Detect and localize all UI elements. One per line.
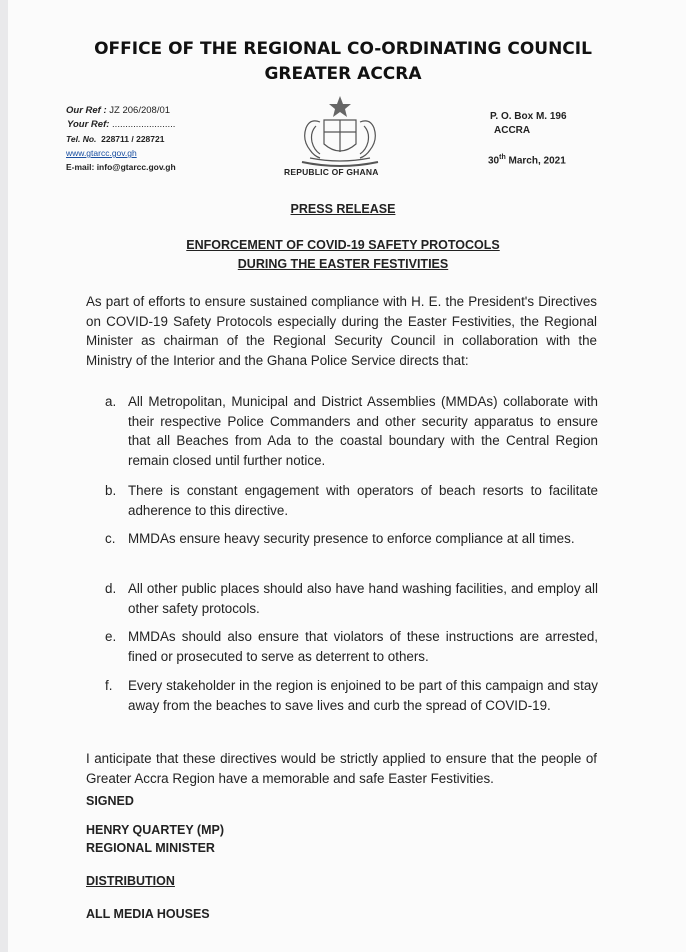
signatory-name: HENRY QUARTEY (MP) <box>86 823 224 837</box>
email-address[interactable]: E-mail: info@gtarcc.gov.gh <box>66 162 176 172</box>
release-title-line1: ENFORCEMENT OF COVID-19 SAFETY PROTOCOLS <box>186 238 500 252</box>
directive-letter: b. <box>105 483 117 498</box>
directive-text: MMDAs ensure heavy security presence to enforce compliance at all times. <box>128 531 575 546</box>
republic-caption: REPUBLIC OF GHANA <box>284 167 379 177</box>
distribution-heading: DISTRIBUTION <box>86 874 175 888</box>
address-block <box>490 110 567 138</box>
press-release-heading: PRESS RELEASE <box>290 202 396 216</box>
address-city: ACCRA <box>494 125 531 136</box>
our-ref-value: JZ 206/208/01 <box>109 105 171 116</box>
your-ref-label: Your Ref: <box>67 119 110 130</box>
directive-letter: f. <box>105 678 113 693</box>
tel-label: Tel. No. <box>66 134 97 144</box>
signed-label: SIGNED <box>86 794 134 808</box>
intro-paragraph: As part of efforts to ensure sustained compliance with H. E. the President's Directives on COVID-19 Safety Protocols especially during the Easter Festivities, the Regional Minister as chairman of the Regional Security Council in collaboration with the Ministry of the Interior and the Ghana Police Service directs that: <box>86 294 597 368</box>
directive-text: Every stakeholder in the region is enjoined to be part of this campaign and stay away from the beaches to save lives and curb the spread of COVID-19. <box>128 678 598 713</box>
closing-paragraph: I anticipate that these directives would be strictly applied to ensure that the people of Greater Accra Region have a memorable and safe Easter Festivities. <box>86 751 597 786</box>
ghana-coat-of-arms-icon <box>280 92 400 172</box>
your-ref-value: ........................ <box>112 119 176 130</box>
directive-letter: a. <box>105 394 117 409</box>
distribution-list: ALL MEDIA HOUSES <box>86 907 210 921</box>
tel-value: 228711 / 228721 <box>101 134 165 144</box>
directive-text: All other public places should also have hand washing facilities, and employ all other safety protocols. <box>128 581 598 616</box>
directive-text: All Metropolitan, Municipal and District Assemblies (MMDAs) collaborate with their respective Police Commanders and other security apparatus to ensure that all Beaches from Ada to the coastal boundary with the Central Region remain closed until further notice. <box>128 394 598 468</box>
directive-text: There is constant engagement with operators of beach resorts to facilitate adherence to this directive. <box>128 483 598 518</box>
reference-block <box>66 104 176 174</box>
signatory-title: REGIONAL MINISTER <box>86 841 215 855</box>
office-title: OFFICE OF THE REGIONAL CO-ORDINATING COUNCIL <box>94 39 592 59</box>
our-ref-label: Our Ref : <box>66 105 107 116</box>
release-title-line2: DURING THE EASTER FESTIVITIES <box>237 257 449 271</box>
po-box: P. O. Box M. 196 <box>490 111 567 122</box>
directive-letter: c. <box>105 531 116 546</box>
document-date: 30th March, 2021 <box>488 154 566 167</box>
directive-letter: d. <box>105 581 117 596</box>
directive-letter: e. <box>105 629 117 644</box>
region-title: GREATER ACCRA <box>264 64 422 84</box>
website-link[interactable]: www.gtarcc.gov.gh <box>66 148 137 158</box>
directive-text: MMDAs should also ensure that violators of these instructions are arrested, fined or prosecuted to serve as deterrent to others. <box>128 629 598 664</box>
